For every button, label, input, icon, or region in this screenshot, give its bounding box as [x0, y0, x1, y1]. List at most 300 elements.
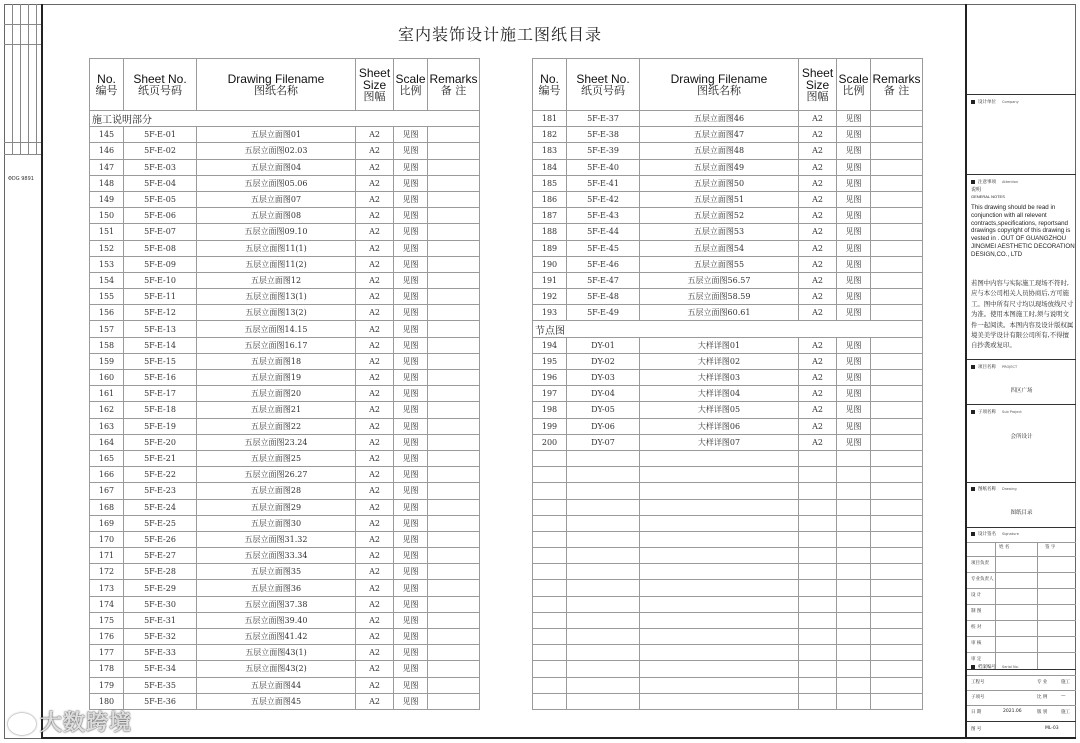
cell-size: A2: [356, 434, 394, 450]
cell-sheet-no: DY-07: [567, 434, 640, 450]
cell-filename: 五层立面图46: [640, 111, 799, 127]
cell-size: A2: [356, 402, 394, 418]
cell-scale: [837, 499, 871, 515]
cell-no: 200: [533, 434, 567, 450]
cell-remarks: [428, 515, 480, 531]
cell-filename: 大样详图03: [640, 370, 799, 386]
cell-filename: 五层立面图19: [197, 370, 356, 386]
cell-sheet-no: [567, 467, 640, 483]
cell-filename: 五层立面图48: [640, 143, 799, 159]
cell-remarks: [428, 645, 480, 661]
table-row: [533, 289, 923, 305]
cell-sheet-no: [567, 483, 640, 499]
cell-scale: 见图: [394, 629, 428, 645]
cell-scale: 见图: [394, 483, 428, 499]
project-label: 项目名称 PROJECT: [971, 364, 1017, 370]
cell-size: A2: [356, 548, 394, 564]
cell-remarks: [428, 305, 480, 321]
cell-no: 163: [90, 418, 124, 434]
table-row: [90, 450, 480, 466]
section-row: [90, 111, 480, 127]
cell-sheet-no: DY-01: [567, 337, 640, 353]
cell-scale: 见图: [394, 645, 428, 661]
subproject-label: 子项名称 Sub Project: [971, 409, 1022, 415]
cell-filename: 五层立面图25: [197, 450, 356, 466]
cell-no: [533, 483, 567, 499]
cell-remarks: [428, 272, 480, 288]
cell-filename: 五层立面图52: [640, 208, 799, 224]
table-row: [90, 418, 480, 434]
cell-sheet-no: 5F-E-09: [124, 256, 197, 272]
table-row: [533, 272, 923, 288]
serial-row-value2: 施工: [1061, 710, 1070, 715]
document-title: 室内装饰设计施工图纸目录: [397, 25, 602, 44]
serial-row-value2: 施工: [1061, 680, 1070, 685]
cell-no: 184: [533, 159, 567, 175]
table-row: [90, 515, 480, 531]
cell-no: 188: [533, 224, 567, 240]
cell-filename: 五层立面图49: [640, 159, 799, 175]
cell-remarks: [871, 289, 923, 305]
cell-no: 175: [90, 612, 124, 628]
cell-sheet-no: 5F-E-31: [124, 612, 197, 628]
cell-sheet-no: 5F-E-20: [124, 434, 197, 450]
cell-no: 168: [90, 499, 124, 515]
cell-no: 162: [90, 402, 124, 418]
cell-sheet-no: DY-05: [567, 402, 640, 418]
table-row: [90, 612, 480, 628]
cell-filename: 五层立面图60.61: [640, 305, 799, 321]
cell-sheet-no: 5F-E-44: [567, 224, 640, 240]
cell-remarks: [871, 337, 923, 353]
table-row: [90, 370, 480, 386]
cell-sheet-no: 5F-E-37: [567, 111, 640, 127]
cell-scale: 见图: [837, 337, 871, 353]
cell-size: [799, 564, 837, 580]
cell-sheet-no: DY-06: [567, 418, 640, 434]
cell-no: 172: [90, 564, 124, 580]
table-row: [90, 434, 480, 450]
cell-remarks: [871, 370, 923, 386]
cell-filename: 五层立面图29: [197, 499, 356, 515]
empty-table-row: [533, 548, 923, 564]
cell-sheet-no: [567, 450, 640, 466]
cell-scale: 见图: [394, 289, 428, 305]
cell-size: [799, 596, 837, 612]
cell-remarks: [428, 240, 480, 256]
serial-row-value2: —: [1061, 694, 1066, 699]
cell-no: 180: [90, 693, 124, 709]
table-row: [90, 580, 480, 596]
table-row: [533, 191, 923, 207]
cell-size: A2: [356, 645, 394, 661]
cell-size: [799, 677, 837, 693]
cell-remarks: [428, 499, 480, 515]
cell-remarks: [428, 693, 480, 709]
cell-scale: [837, 693, 871, 709]
table-row: [90, 548, 480, 564]
cell-sheet-no: 5F-E-10: [124, 272, 197, 288]
cell-filename: 五层立面图16.17: [197, 337, 356, 353]
cell-scale: 见图: [837, 353, 871, 369]
cell-no: [533, 596, 567, 612]
cell-no: 157: [90, 321, 124, 337]
attention-label: 注意事项 Attention: [971, 179, 1018, 185]
cell-size: A2: [356, 159, 394, 175]
cell-no: 186: [533, 191, 567, 207]
cell-filename: [640, 450, 799, 466]
cell-filename: 五层立面图36: [197, 580, 356, 596]
cell-sheet-no: 5F-E-01: [124, 127, 197, 143]
cell-size: A2: [799, 337, 837, 353]
cell-scale: [837, 531, 871, 547]
table-row: [90, 289, 480, 305]
cell-remarks: [871, 580, 923, 596]
cell-scale: [837, 515, 871, 531]
cell-sheet-no: 5F-E-32: [124, 629, 197, 645]
serial-row-label2: 专 业: [1037, 680, 1048, 685]
cell-sheet-no: 5F-E-45: [567, 240, 640, 256]
cell-scale: 见图: [394, 272, 428, 288]
table-row: [533, 418, 923, 434]
cell-size: A2: [356, 564, 394, 580]
serial-label: 档案编号 Serial No.: [971, 664, 1019, 670]
cell-remarks: [871, 434, 923, 450]
cell-size: A2: [356, 272, 394, 288]
cell-remarks: [871, 272, 923, 288]
table-row: [90, 677, 480, 693]
cell-sheet-no: [567, 677, 640, 693]
sig-row-label: 制 图: [971, 609, 982, 614]
cell-no: 151: [90, 224, 124, 240]
cell-filename: 五层立面图44: [197, 677, 356, 693]
cell-remarks: [871, 467, 923, 483]
sig-row-label: 设 计: [971, 593, 982, 598]
cell-size: A2: [356, 580, 394, 596]
cell-filename: 五层立面图58.59: [640, 289, 799, 305]
cell-scale: 见图: [837, 272, 871, 288]
cell-size: A2: [799, 305, 837, 321]
cell-sheet-no: 5F-E-08: [124, 240, 197, 256]
cell-no: 152: [90, 240, 124, 256]
cell-no: 189: [533, 240, 567, 256]
cell-remarks: [871, 127, 923, 143]
sheet-number-value: ML-03: [1045, 726, 1059, 731]
col-header-filename: Drawing Filename 图纸名称: [640, 59, 799, 111]
cell-no: [533, 629, 567, 645]
table-row: [90, 321, 480, 337]
section-row: [533, 321, 923, 337]
cell-filename: [640, 515, 799, 531]
drawing-index-table-left: [89, 58, 480, 710]
table-row: [90, 127, 480, 143]
cell-filename: 五层立面图07: [197, 191, 356, 207]
cell-no: 199: [533, 418, 567, 434]
cell-no: 198: [533, 402, 567, 418]
empty-table-row: [533, 564, 923, 580]
table-row: [533, 175, 923, 191]
cell-scale: 见图: [394, 693, 428, 709]
cell-size: A2: [356, 596, 394, 612]
cell-remarks: [871, 645, 923, 661]
cell-size: A2: [799, 127, 837, 143]
col-header-scale: Scale 比例: [394, 59, 428, 111]
empty-table-row: [533, 645, 923, 661]
cell-remarks: [871, 256, 923, 272]
cell-sheet-no: 5F-E-47: [567, 272, 640, 288]
cell-no: 169: [90, 515, 124, 531]
table-row: [90, 272, 480, 288]
serial-row-label: 子项号: [971, 695, 985, 700]
cell-no: 173: [90, 580, 124, 596]
cell-scale: 见图: [394, 127, 428, 143]
cell-sheet-no: 5F-E-11: [124, 289, 197, 305]
cell-remarks: [871, 531, 923, 547]
cell-filename: [640, 483, 799, 499]
cell-sheet-no: 5F-E-06: [124, 208, 197, 224]
cell-size: A2: [799, 159, 837, 175]
sig-row-label: 专业负责人: [971, 577, 994, 582]
cell-filename: 五层立面图20: [197, 386, 356, 402]
sig-row-label: 审 定: [971, 657, 982, 662]
col-header-remarks: Remarks 备 注: [871, 59, 923, 111]
binding-strip-note: ΦDG 9891: [8, 176, 34, 182]
cell-scale: [837, 612, 871, 628]
cell-no: 164: [90, 434, 124, 450]
cell-remarks: [871, 483, 923, 499]
empty-table-row: [533, 677, 923, 693]
cell-size: [799, 612, 837, 628]
empty-table-row: [533, 515, 923, 531]
cell-sheet-no: 5F-E-22: [124, 467, 197, 483]
cell-size: A2: [799, 386, 837, 402]
cell-no: [533, 661, 567, 677]
cell-scale: [837, 661, 871, 677]
cell-size: A2: [356, 483, 394, 499]
cell-remarks: [428, 370, 480, 386]
cell-sheet-no: 5F-E-05: [124, 191, 197, 207]
cell-sheet-no: 5F-E-16: [124, 370, 197, 386]
cell-remarks: [428, 629, 480, 645]
cell-sheet-no: 5F-E-13: [124, 321, 197, 337]
table-row: [90, 596, 480, 612]
cell-scale: [837, 629, 871, 645]
cell-sheet-no: 5F-E-46: [567, 256, 640, 272]
cell-filename: 五层立面图05.06: [197, 175, 356, 191]
cell-no: 187: [533, 208, 567, 224]
cell-sheet-no: 5F-E-29: [124, 580, 197, 596]
table-row: [533, 386, 923, 402]
table-header-row: [533, 59, 923, 111]
cell-filename: 五层立面图41.42: [197, 629, 356, 645]
cell-scale: 见图: [837, 434, 871, 450]
cell-scale: [837, 548, 871, 564]
table-row: [533, 305, 923, 321]
cell-size: A2: [356, 515, 394, 531]
cell-no: 183: [533, 143, 567, 159]
cell-size: A2: [356, 531, 394, 547]
table-row: [533, 402, 923, 418]
cell-scale: 见图: [394, 418, 428, 434]
cell-no: 161: [90, 386, 124, 402]
cell-filename: [640, 531, 799, 547]
cell-remarks: [871, 175, 923, 191]
cell-sheet-no: 5F-E-23: [124, 483, 197, 499]
cell-scale: 见图: [394, 337, 428, 353]
cell-sheet-no: 5F-E-02: [124, 143, 197, 159]
cell-scale: 见图: [837, 370, 871, 386]
table-row: [90, 256, 480, 272]
cell-filename: [640, 499, 799, 515]
cell-size: [799, 467, 837, 483]
cell-filename: [640, 548, 799, 564]
cell-size: [799, 483, 837, 499]
cell-sheet-no: 5F-E-42: [567, 191, 640, 207]
cell-filename: 五层立面图26.27: [197, 467, 356, 483]
cell-sheet-no: 5F-E-26: [124, 531, 197, 547]
cell-remarks: [428, 564, 480, 580]
cell-filename: 大样详图01: [640, 337, 799, 353]
cell-size: A2: [799, 289, 837, 305]
cell-sheet-no: [567, 645, 640, 661]
cell-size: A2: [356, 629, 394, 645]
cell-size: [799, 580, 837, 596]
cell-sheet-no: 5F-E-41: [567, 175, 640, 191]
cell-sheet-no: 5F-E-25: [124, 515, 197, 531]
cell-filename: 五层立面图11(1): [197, 240, 356, 256]
cell-remarks: [871, 450, 923, 466]
empty-table-row: [533, 661, 923, 677]
cell-no: 191: [533, 272, 567, 288]
table-row: [533, 159, 923, 175]
table-row: [533, 143, 923, 159]
cell-size: A2: [356, 240, 394, 256]
cell-scale: [837, 596, 871, 612]
cell-scale: 见图: [394, 353, 428, 369]
cell-no: 176: [90, 629, 124, 645]
binding-strip: [4, 4, 41, 154]
cell-remarks: [428, 127, 480, 143]
cell-no: [533, 580, 567, 596]
empty-table-row: [533, 499, 923, 515]
company-label: 设计单位 Company: [971, 99, 1019, 105]
cell-filename: 五层立面图53: [640, 224, 799, 240]
cell-scale: 见图: [394, 564, 428, 580]
cell-sheet-no: 5F-E-27: [124, 548, 197, 564]
cell-remarks: [871, 208, 923, 224]
cell-scale: 见图: [394, 499, 428, 515]
cell-filename: 大样详图05: [640, 402, 799, 418]
cell-sheet-no: DY-03: [567, 370, 640, 386]
cell-filename: 五层立面图01: [197, 127, 356, 143]
cell-filename: [640, 677, 799, 693]
cell-scale: 见图: [394, 240, 428, 256]
cell-scale: 见图: [837, 402, 871, 418]
cell-no: 174: [90, 596, 124, 612]
cell-no: [533, 515, 567, 531]
cell-size: A2: [799, 370, 837, 386]
table-row: [533, 127, 923, 143]
cell-filename: 五层立面图45: [197, 693, 356, 709]
cell-sheet-no: [567, 531, 640, 547]
cell-no: 193: [533, 305, 567, 321]
cell-sheet-no: 5F-E-18: [124, 402, 197, 418]
cell-no: 146: [90, 143, 124, 159]
cell-filename: 五层立面图50: [640, 175, 799, 191]
table-row: [90, 208, 480, 224]
cell-remarks: [428, 321, 480, 337]
cell-filename: 五层立面图47: [640, 127, 799, 143]
cell-sheet-no: 5F-E-17: [124, 386, 197, 402]
cell-filename: 五层立面图56.57: [640, 272, 799, 288]
cell-remarks: [428, 661, 480, 677]
cell-remarks: [871, 693, 923, 709]
cell-remarks: [428, 418, 480, 434]
cell-filename: 大样详图06: [640, 418, 799, 434]
section-title: 节点图: [533, 321, 923, 337]
cell-remarks: [428, 434, 480, 450]
cell-filename: 五层立面图37.38: [197, 596, 356, 612]
cell-size: A2: [356, 661, 394, 677]
cell-remarks: [871, 499, 923, 515]
cell-size: A2: [799, 208, 837, 224]
cell-no: 182: [533, 127, 567, 143]
cell-sheet-no: 5F-E-21: [124, 450, 197, 466]
cell-sheet-no: 5F-E-35: [124, 677, 197, 693]
col-header-no: No. 编号: [90, 59, 124, 111]
serial-row-label2: 版 别: [1037, 710, 1048, 715]
cell-scale: 见图: [394, 256, 428, 272]
table-row: [90, 143, 480, 159]
cell-sheet-no: DY-04: [567, 386, 640, 402]
watermark: 大数跨境: [8, 706, 132, 737]
table-row: [90, 386, 480, 402]
cell-sheet-no: 5F-E-12: [124, 305, 197, 321]
sig-row-label: 校 对: [971, 625, 982, 630]
cell-scale: [837, 580, 871, 596]
cell-scale: 见图: [837, 289, 871, 305]
cell-remarks: [428, 159, 480, 175]
cell-sheet-no: 5F-E-04: [124, 175, 197, 191]
cell-size: A2: [799, 272, 837, 288]
cell-sheet-no: 5F-E-30: [124, 596, 197, 612]
cell-remarks: [871, 402, 923, 418]
cell-sheet-no: [567, 629, 640, 645]
cell-scale: 见图: [394, 402, 428, 418]
cell-scale: 见图: [837, 143, 871, 159]
cell-sheet-no: [567, 661, 640, 677]
cell-filename: [640, 629, 799, 645]
cell-no: 194: [533, 337, 567, 353]
cell-no: 160: [90, 370, 124, 386]
cell-remarks: [428, 612, 480, 628]
cell-no: 181: [533, 111, 567, 127]
cell-remarks: [428, 353, 480, 369]
serial-row-value: 2021.06: [1003, 709, 1022, 714]
table-row: [533, 208, 923, 224]
cell-size: A2: [356, 450, 394, 466]
cell-scale: 见图: [837, 305, 871, 321]
cell-size: A2: [799, 240, 837, 256]
cell-scale: 见图: [394, 612, 428, 628]
cell-size: A2: [356, 612, 394, 628]
empty-table-row: [533, 483, 923, 499]
table-row: [533, 337, 923, 353]
cell-sheet-no: [567, 564, 640, 580]
cell-remarks: [428, 677, 480, 693]
cell-size: A2: [356, 127, 394, 143]
cell-no: [533, 677, 567, 693]
